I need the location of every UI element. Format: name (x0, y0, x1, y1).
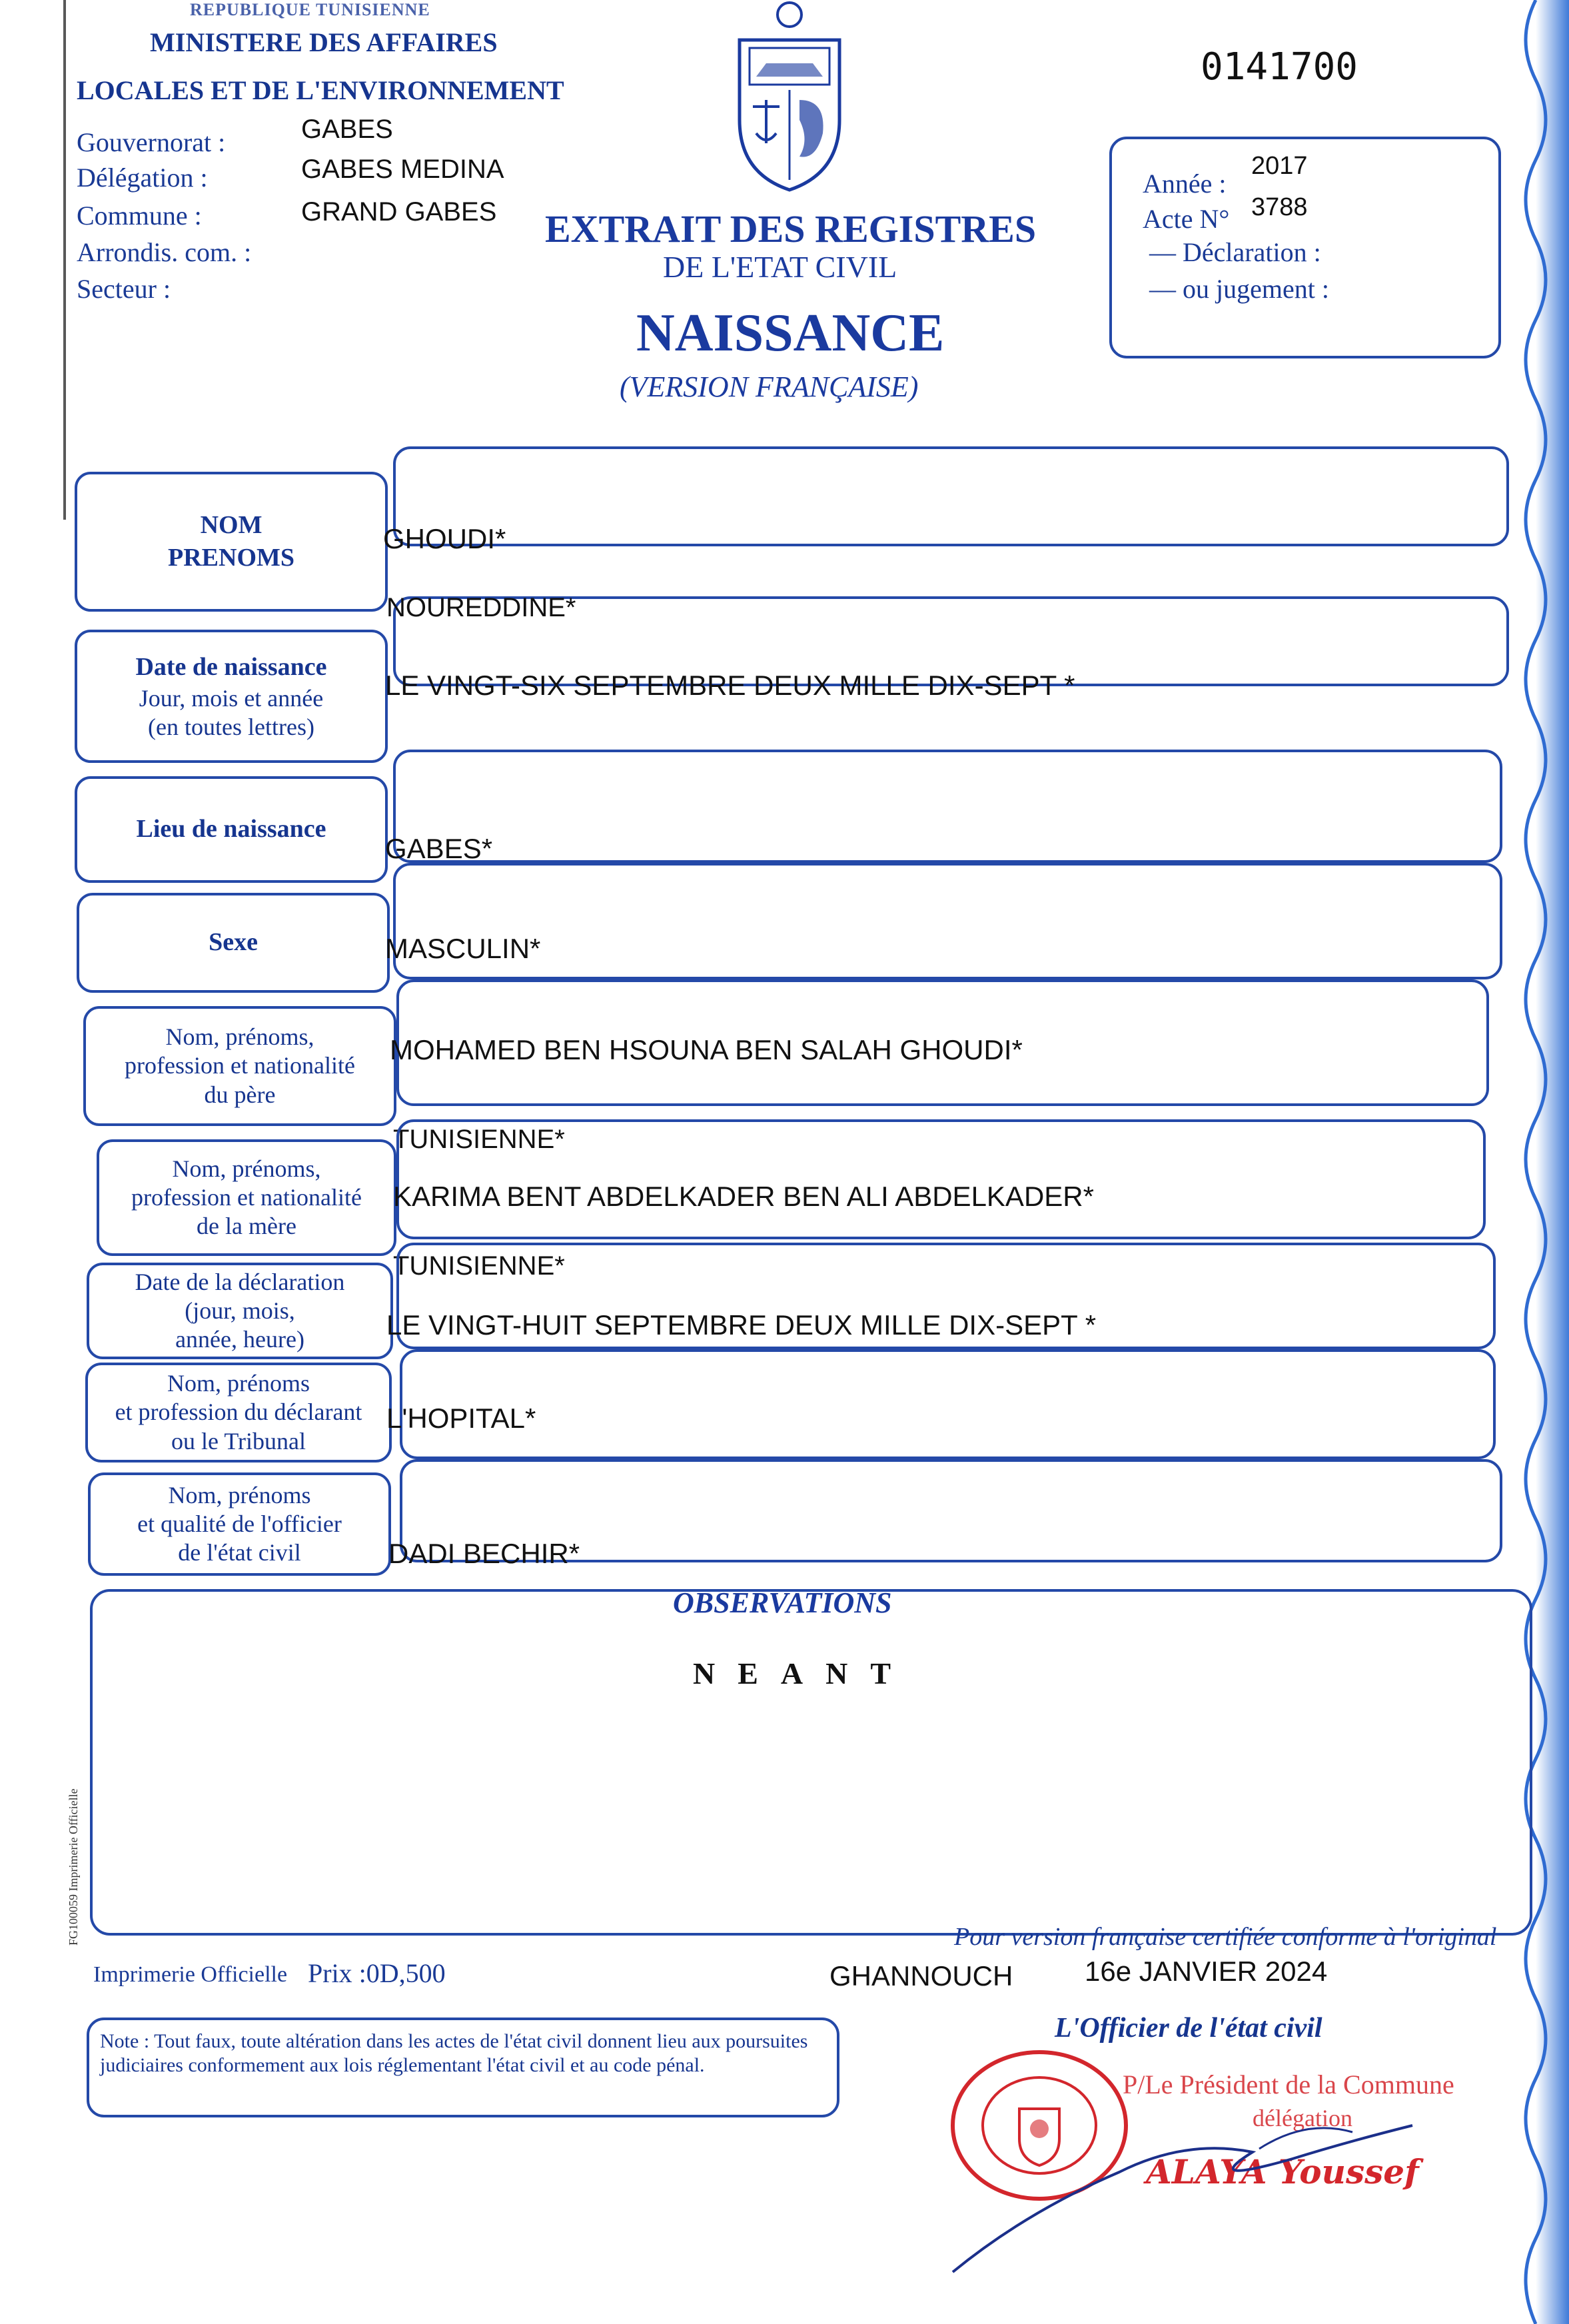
dob-sublabel: Jour, mois et année (139, 684, 324, 712)
mere-nationality: TUNISIENNE* (393, 1251, 565, 1281)
officier-sublabel: et qualité de l'officier (137, 1510, 342, 1537)
pere-sublabel: profession et nationalité (125, 1052, 355, 1079)
lieu-value-box (393, 750, 1502, 863)
mere-value-box (396, 1119, 1486, 1239)
officer-title: L'Officier de l'état civil (1055, 2013, 1322, 2043)
prenoms-label: PRENOMS (168, 544, 294, 572)
serial-number: 0141700 (1201, 45, 1358, 89)
officier-value: DADI BECHIR* (388, 1538, 580, 1569)
declarant-value-box (400, 1349, 1496, 1459)
ministry-line-1: MINISTERE DES AFFAIRES (150, 27, 498, 57)
title-naissance: NAISSANCE (636, 304, 945, 362)
officier-sublabel-2: de l'état civil (178, 1539, 301, 1566)
jugement-label: — ou jugement : (1149, 274, 1329, 304)
delegation-label: Délégation : (77, 163, 208, 193)
declarant-label: Nom, prénoms (167, 1370, 310, 1397)
decl-sublabel-2: année, heure) (175, 1326, 304, 1353)
nom-value: GHOUDI* (383, 523, 506, 554)
pere-label-box (83, 1006, 396, 1126)
commune-value: GRAND GABES (301, 197, 497, 227)
decl-label-box (87, 1263, 393, 1359)
prenoms-value: NOUREDDINE* (386, 593, 576, 622)
dob-label: Date de naissance (135, 653, 327, 682)
issue-place: GHANNOUCH (829, 1960, 1013, 1992)
mere-sublabel: profession et nationalité (131, 1183, 362, 1211)
declarant-sublabel-2: ou le Tribunal (171, 1427, 306, 1454)
issue-date: 16e JANVIER 2024 (1085, 1956, 1328, 1987)
decl-sublabel: (jour, mois, (185, 1297, 295, 1324)
declarant-sublabel: et profession du déclarant (115, 1399, 362, 1426)
secteur-label: Secteur : (77, 274, 171, 304)
mere-sublabel-2: de la mère (197, 1213, 296, 1240)
sexe-value-box (393, 863, 1502, 979)
declaration-label: — Déclaration : (1149, 237, 1321, 267)
mere-value: KARIMA BENT ABDELKADER BEN ALI ABDELKADER* (393, 1181, 1094, 1212)
signatory-name: ALAYA Youssef (1146, 2152, 1419, 2191)
mere-label: Nom, prénoms, (172, 1155, 321, 1182)
officier-label: Nom, prénoms (168, 1481, 311, 1508)
pere-nationality: TUNISIENNE* (393, 1125, 565, 1154)
arrondis-label: Arrondis. com. : (77, 237, 252, 267)
commune-label: Commune : (77, 201, 202, 231)
gouvernorat-label: Gouvernorat : (77, 127, 226, 157)
pere-label: Nom, prénoms, (165, 1023, 314, 1051)
sexe-label: Sexe (209, 928, 258, 957)
title-etat-civil: DE L'ETAT CIVIL (663, 250, 897, 284)
observations-box (90, 1589, 1532, 1936)
title-extrait: EXTRAIT DES REGISTRES (545, 207, 1037, 251)
observations-title: OBSERVATIONS (673, 1586, 892, 1619)
decl-value: LE VINGT-HUIT SEPTEMBRE DEUX MILLE DIX-SEPT * (386, 1309, 1097, 1341)
pere-sublabel-2: du père (204, 1081, 276, 1108)
signature-icon (946, 2079, 1452, 2279)
gouvernorat-value: GABES (301, 115, 393, 144)
declarant-label-box (85, 1363, 392, 1462)
nom-value-box (393, 446, 1509, 546)
lieu-label-box (75, 776, 388, 883)
republic-label: REPUBLIQUE TUNISIENNE (190, 0, 430, 19)
annee-label: Année : (1143, 169, 1227, 199)
observations-value: NEANT (693, 1656, 914, 1690)
lieu-value: GABES* (385, 833, 493, 864)
nom-label-box (75, 472, 388, 612)
officier-label-box (88, 1472, 391, 1576)
sexe-label-box (77, 893, 390, 993)
acte-value: 3788 (1251, 193, 1308, 221)
stamp-text: P/Le Président de la Commune (1123, 2069, 1454, 2099)
margin-rule (63, 0, 66, 520)
certification-text: Pour version française certifiée conforme à l'original (954, 1923, 1497, 1951)
acte-label: Acte N° (1143, 204, 1230, 234)
stamp-text-2: délégation (1253, 2105, 1352, 2131)
legal-note: Note : Tout faux, toute altération dans les actes de l'état civil donnent lieu aux poursuites judiciaires conformement aux lois réglementant l'état civil et au code pénal. (87, 2018, 839, 2117)
delegation-value: GABES MEDINA (301, 155, 504, 184)
price-label: Prix :0D,500 (308, 1958, 446, 1988)
printer-side-label: FG100059 Imprimerie Officielle (67, 1788, 80, 1946)
dob-label-box (75, 630, 388, 763)
pere-value: MOHAMED BEN HSOUNA BEN SALAH GHOUDI* (390, 1034, 1023, 1065)
coat-of-arms-icon (733, 0, 846, 193)
decl-label: Date de la déclaration (135, 1268, 345, 1295)
nom-label: NOM (200, 510, 262, 539)
declarant-value: L'HOPITAL* (386, 1403, 536, 1434)
sexe-value: MASCULIN* (385, 933, 541, 964)
title-version: (VERSION FRANÇAISE) (620, 370, 919, 403)
decorative-border (1509, 0, 1569, 2324)
ministry-line-2: LOCALES ET DE L'ENVIRONNEMENT (77, 75, 564, 105)
dob-value: LE VINGT-SIX SEPTEMBRE DEUX MILLE DIX-SEPT * (385, 670, 1075, 701)
annee-value: 2017 (1251, 152, 1308, 180)
mere-label-box (97, 1139, 396, 1256)
dob-sublabel-2: (en toutes lettres) (148, 713, 314, 740)
imprimerie-label: Imprimerie Officielle (93, 1962, 288, 1987)
lieu-label: Lieu de naissance (136, 815, 326, 844)
